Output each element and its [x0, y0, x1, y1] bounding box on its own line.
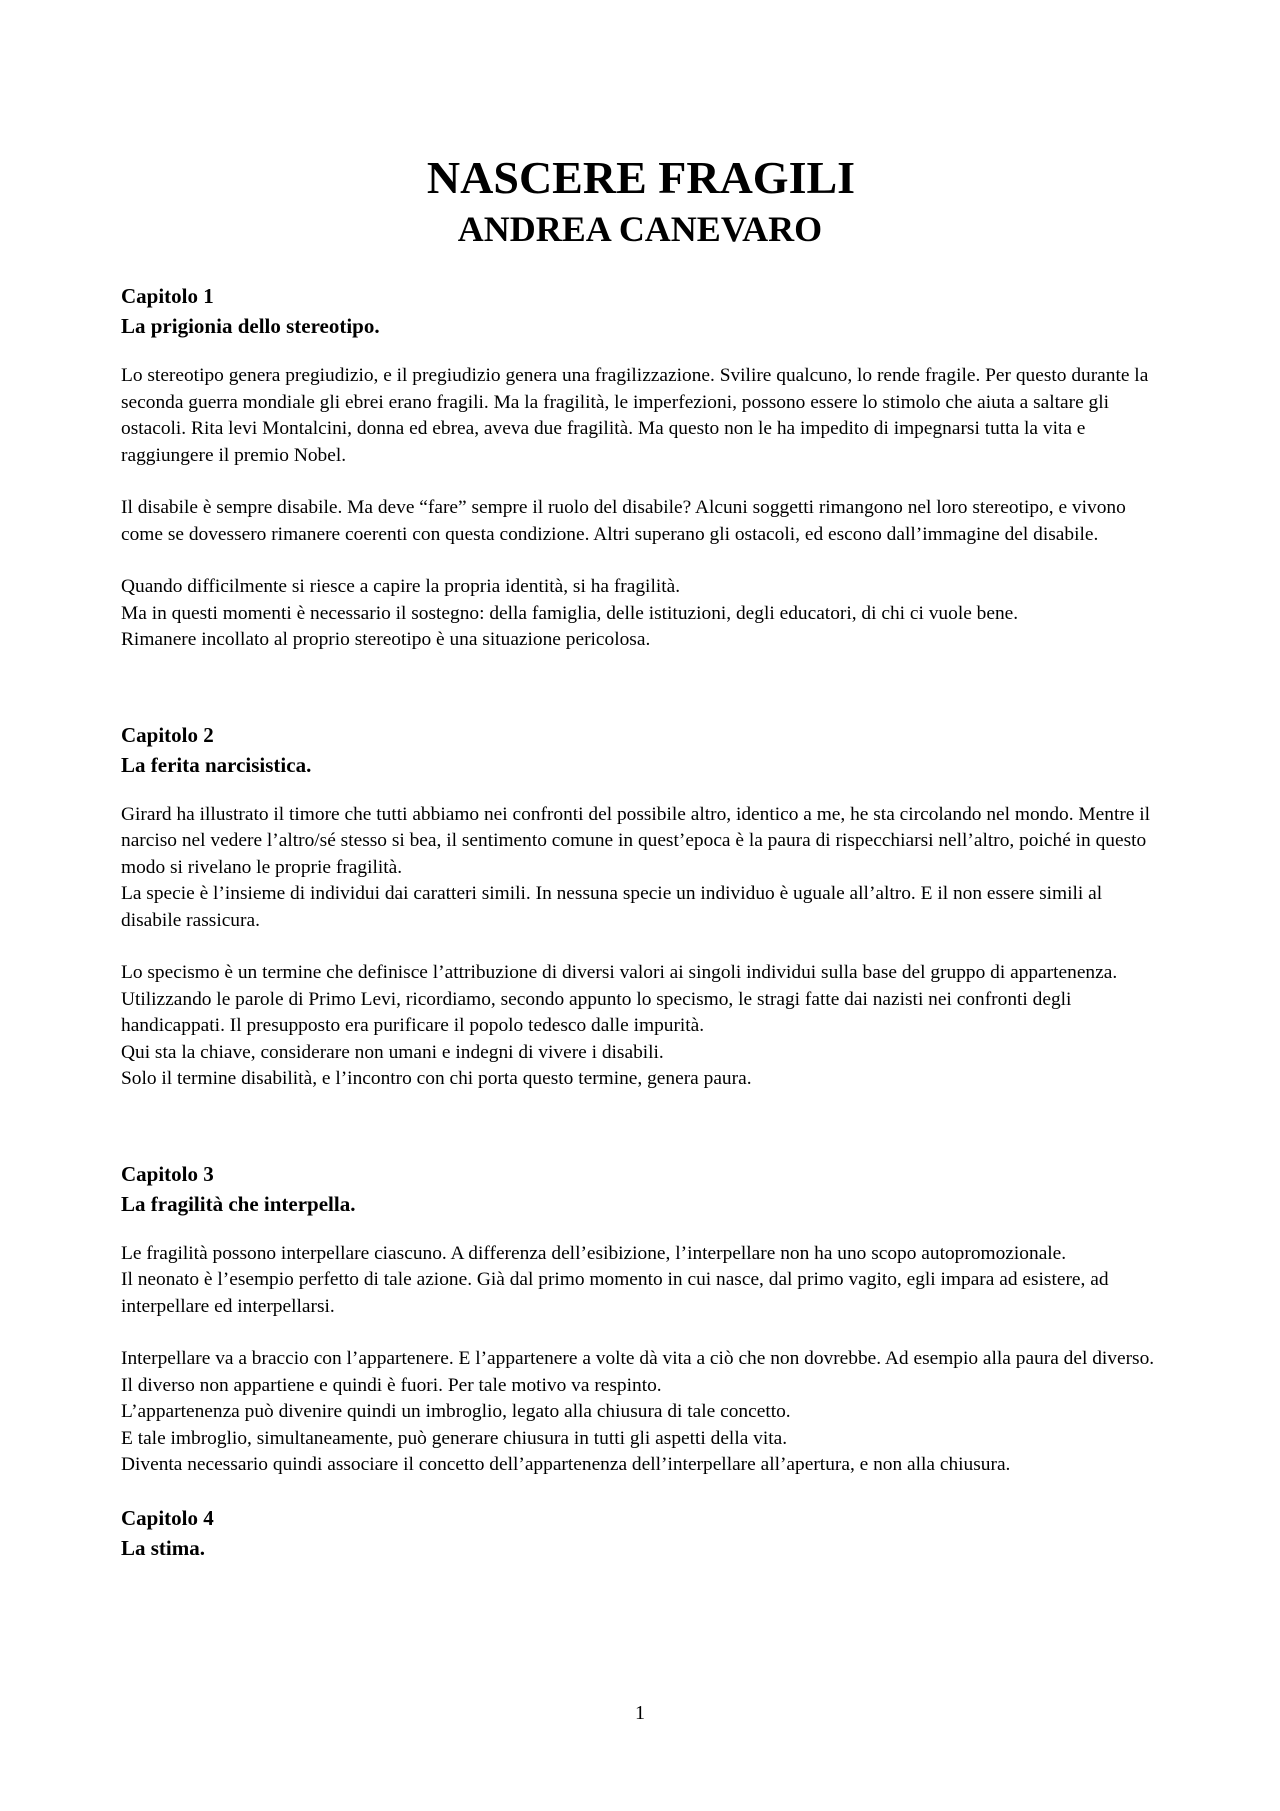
document-author: ANDREA CANEVARO [457, 209, 823, 249]
chapter-2 [121, 720, 1166, 1093]
paragraph: Utilizzando le parole di Primo Levi, ricordiamo, secondo appunto lo specismo, le stragi fatte dai nazisti nei confronti degli handicappati. Il presupposto era purificare il popolo tedesco dalle impurità. [121, 988, 1072, 1036]
chapter-number: Capitolo 2 [121, 722, 214, 747]
document-body [121, 281, 1166, 1563]
paragraph: Il disabile è sempre disabile. Ma deve “fare” sempre il ruolo del disabile? Alcuni soggetti rimangono nel loro stereotipo, e vivono come se dovessero rimanere coerenti con questa condizione. Altri superano gli ostacoli, ed escono dall’immagine del disabile. [121, 497, 1126, 545]
chapter-1 [121, 281, 1166, 654]
paragraph: Interpellare va a braccio con l’appartenere. E l’appartenere a volte dà vita a ciò che non dovrebbe. Ad esempio alla paura del diverso. Il diverso non appartiene e quindi è fuori. Per tale motivo va respinto. [121, 1348, 1155, 1396]
paragraph: Lo stereotipo genera pregiudizio, e il pregiudizio genera una fragilizzazione. Svilire qualcuno, lo rende fragile. Per questo durante la seconda guerra mondiale gli ebrei erano fragili. Ma la fragilità, le imperfezioni, possono essere lo stimolo che aiuta a saltare gli ostacoli. Rita levi Montalcini, donna ed ebrea, aveva due fragilità. Ma questo non le ha impedito di impegnarsi tutta la vita e raggiungere il premio Nobel. [121, 365, 1149, 466]
paragraph: Il neonato è l’esempio perfetto di tale azione. Già dal primo momento in cui nasce, dal primo vagito, egli impara ad esistere, ad interpellare ed interpellarsi. [121, 1269, 1109, 1317]
paragraph: L’appartenenza può divenire quindi un imbroglio, legato alla chiusura di tale concetto. [121, 1401, 791, 1422]
paragraph: La specie è l’insieme di individui dai caratteri simili. In nessuna specie un individuo è uguale all’altro. E il non essere simili al disabile rassicura. [121, 883, 1103, 931]
paragraph: Girard ha illustrato il timore che tutti abbiamo nei confronti del possibile altro, identico a me, he sta circolando nel mondo. Mentre il narciso nel vedere l’altro/sé stesso si bea, il sentimento comune in quest’epoca è la paura di rispecchiarsi nell’altro, poiché in questo modo si rivelano le proprie fragilità. [121, 803, 1151, 878]
chapter-title: La fragilità che interpella. [121, 1191, 356, 1216]
paragraph: Qui sta la chiave, considerare non umani e indegni di vivere i disabili. [121, 1041, 664, 1063]
chapter-number: Capitolo 1 [121, 284, 214, 308]
chapter-number: Capitolo 3 [121, 1161, 214, 1186]
paragraph: Lo specismo è un termine che definisce l’attribuzione di diversi valori ai singoli individui sulla base del gruppo di appartenenza. [121, 962, 1118, 983]
paragraph: Rimanere incollato al proprio stereotipo è una situazione pericolosa. [121, 629, 651, 650]
page-number: 1 [635, 1702, 645, 1724]
paragraph: Ma in questi momenti è necessario il sostegno: della famiglia, delle istituzioni, degli educatori, di chi ci vuole bene. [121, 602, 1019, 624]
chapter-3 [121, 1159, 1166, 1479]
document-title: NASCERE FRAGILI [426, 152, 856, 203]
chapter-4 [121, 1503, 1166, 1563]
chapter-title: La prigionia dello stereotipo. [121, 314, 380, 338]
paragraph: Solo il termine disabilità, e l’incontro con chi porta questo termine, genera paura. [121, 1068, 752, 1089]
paragraph: Le fragilità possono interpellare ciascuno. A differenza dell’esibizione, l’interpellare non ha uno scopo autopromozionale. [121, 1242, 1067, 1264]
chapter-title: La ferita narcisistica. [121, 752, 312, 777]
paragraph: Diventa necessario quindi associare il concetto dell’appartenenza dell’interpellare all’apertura, e non alla chiusura. [121, 1454, 1011, 1475]
paragraph: E tale imbroglio, simultaneamente, può generare chiusura in tutti gli aspetti della vita. [121, 1427, 788, 1449]
chapter-title: La stima. [121, 1535, 205, 1560]
paragraph: Quando difficilmente si riesce a capire la propria identità, si ha fragilità. [121, 576, 681, 597]
chapter-number: Capitolo 4 [121, 1505, 214, 1530]
